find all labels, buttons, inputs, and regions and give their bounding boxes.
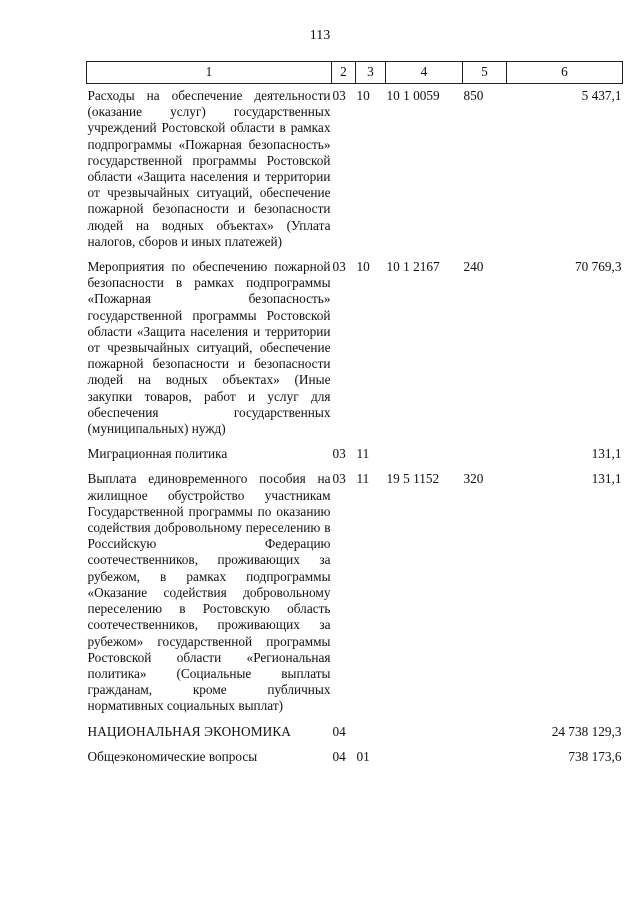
row-section: 03 bbox=[332, 446, 346, 462]
column-header-6: 6 bbox=[507, 62, 623, 84]
row-section: 03 bbox=[332, 471, 346, 487]
row-expense-type bbox=[463, 745, 507, 770]
row-section: 04 bbox=[332, 723, 346, 739]
row-description: Выплата единовременного пособия на жилищное обустройство участникам Государственной программы по оказанию содействия добровольному переселению в Российскую Федерацию соотечественников, проживающих за рубежом, в рамках подпрограммы «Оказание содействия добровольному переселению в Ростовскую область соотечественников, проживающих за рубежом» государственной программы Ростовской области «Региональная политика» (Социальные выплаты гражданам, кроме публичных нормативных социальных выплат) bbox=[87, 471, 331, 714]
row-subsection: 10 bbox=[356, 259, 370, 275]
table-row bbox=[87, 745, 623, 770]
table-row bbox=[87, 442, 623, 467]
budget-table bbox=[86, 61, 623, 770]
row-description: НАЦИОНАЛЬНАЯ ЭКОНОМИКА bbox=[87, 723, 291, 739]
row-subsection: 11 bbox=[356, 446, 370, 462]
column-header-3: 3 bbox=[356, 62, 386, 84]
row-description: Миграционная политика bbox=[87, 446, 228, 462]
row-subsection: 10 bbox=[356, 88, 370, 103]
row-target-article bbox=[386, 745, 463, 770]
row-target-article: 10 1 2167 bbox=[386, 259, 440, 275]
row-target-article: 10 1 0059 bbox=[386, 88, 440, 103]
column-header-2: 2 bbox=[332, 62, 356, 84]
row-expense-type bbox=[463, 720, 507, 745]
row-description: Общеэкономические вопросы bbox=[87, 748, 258, 764]
row-amount: 5 437,1 bbox=[581, 88, 622, 103]
row-expense-type: 240 bbox=[463, 259, 484, 275]
row-amount: 738 173,6 bbox=[568, 748, 622, 764]
row-subsection: 01 bbox=[356, 748, 370, 764]
table-row bbox=[87, 720, 623, 745]
column-header-1: 1 bbox=[87, 62, 332, 84]
row-amount: 131,1 bbox=[591, 446, 622, 462]
row-section: 04 bbox=[332, 748, 346, 764]
column-header-4: 4 bbox=[386, 62, 463, 84]
row-subsection: 11 bbox=[356, 471, 370, 487]
row-subsection bbox=[356, 720, 386, 745]
table-header-row bbox=[87, 62, 623, 84]
table-row bbox=[87, 467, 623, 719]
row-amount: 70 769,3 bbox=[574, 259, 622, 275]
table-row bbox=[87, 84, 623, 256]
row-target-article bbox=[386, 442, 463, 467]
column-header-5: 5 bbox=[463, 62, 507, 84]
row-section: 03 bbox=[332, 88, 346, 103]
row-target-article bbox=[386, 720, 463, 745]
row-expense-type: 850 bbox=[463, 88, 484, 103]
row-section: 03 bbox=[332, 259, 346, 275]
page-number: 113 bbox=[309, 28, 331, 43]
row-expense-type: 320 bbox=[463, 471, 484, 487]
row-amount: 131,1 bbox=[591, 471, 622, 487]
table-row bbox=[87, 255, 623, 442]
row-description: Мероприятия по обеспечению пожарной безопасности в рамках подпрограммы «Пожарная безопасность» государственной программы Ростовской области «Защита населения и территории от чрезвычайных ситуаций, обеспечение пожарной безопасности и безопасности людей на водных объектах» (Иные закупки товаров, работ и услуг для обеспечения государственных (муниципальных) нужд) bbox=[87, 259, 331, 437]
row-amount: 24 738 129,3 bbox=[551, 723, 622, 739]
row-target-article: 19 5 1152 bbox=[386, 471, 440, 487]
row-description: Расходы на обеспечение деятельности (оказание услуг) государственных учреждений Ростовской области в рамках подпрограммы «Пожарная безопасность» государственной программы Ростовской области «Защита населения и территории от чрезвычайных ситуаций, обеспечение пожарной безопасности и безопасности людей на водных объектах» (Уплата налогов, сборов и иных платежей) bbox=[87, 88, 331, 249]
row-expense-type bbox=[463, 442, 507, 467]
